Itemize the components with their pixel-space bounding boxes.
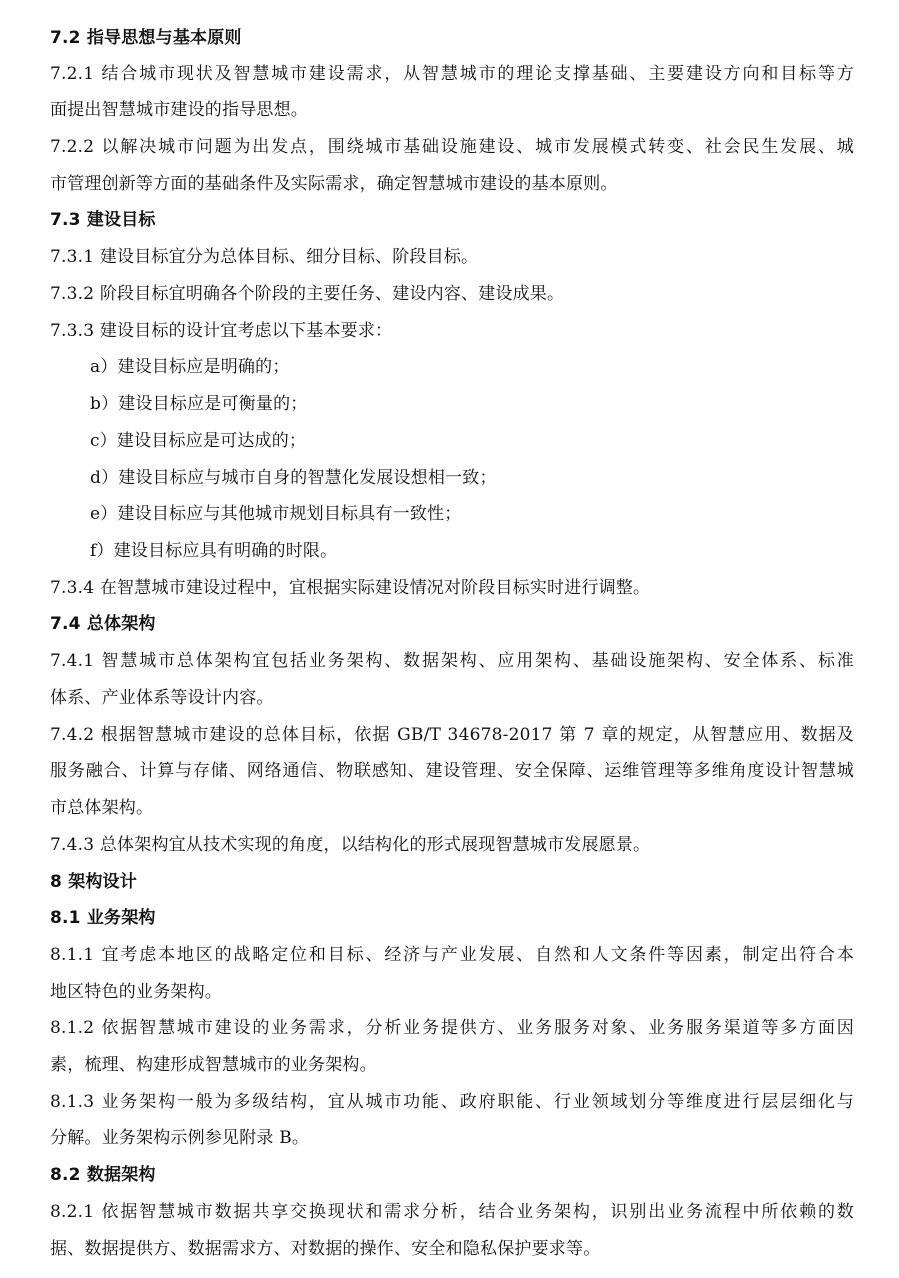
- list-item: f）建设目标应具有明确的时限。: [90, 541, 338, 561]
- paragraph-7-2-2-line2: 市管理创新等方面的基础条件及实际需求，确定智慧城市建设的基本原则。: [50, 174, 618, 194]
- paragraph-8-2-1-line1: 8.2.1 依据智慧城市数据共享交换现状和需求分析，结合业务架构，识别出业务流程中所依赖的数: [50, 1202, 854, 1222]
- heading-7-2: 7.2 指导思想与基本原则: [50, 28, 242, 48]
- paragraph-7-4-2-line1: 7.4.2 根据智慧城市建设的总体目标，依据 GB/T 34678-2017 第 7 章的规定，从智慧应用、数据及: [50, 725, 854, 745]
- paragraph-7-4-2-line2: 服务融合、计算与存储、网络通信、物联感知、建设管理、安全保障、运维管理等多维角度设计智慧城: [50, 761, 854, 781]
- paragraph-7-3-1: 7.3.1 建设目标宜分为总体目标、细分目标、阶段目标。: [50, 247, 479, 267]
- list-item: b）建设目标应是可衡量的；: [90, 394, 308, 414]
- heading-7-4: 7.4 总体架构: [50, 614, 156, 634]
- heading-8-2: 8.2 数据架构: [50, 1165, 156, 1185]
- paragraph-8-1-1-line1: 8.1.1 宜考虑本地区的战略定位和目标、经济与产业发展、自然和人文条件等因素，制定出符合本: [50, 945, 854, 965]
- paragraph-7-4-2-line3: 市总体架构。: [50, 798, 154, 818]
- paragraph-7-2-2-line1: 7.2.2 以解决城市问题为出发点，围绕城市基础设施建设、城市发展模式转变、社会民生发展、城: [50, 137, 854, 157]
- paragraph-7-4-1-line1: 7.4.1 智慧城市总体架构宜包括业务架构、数据架构、应用架构、基础设施架构、安全体系、标准: [50, 651, 854, 671]
- paragraph-7-3-2: 7.3.2 阶段目标宜明确各个阶段的主要任务、建设内容、建设成果。: [50, 284, 565, 304]
- paragraph-8-1-1-line2: 地区特色的业务架构。: [50, 982, 222, 1002]
- list-item: e）建设目标应与其他城市规划目标具有一致性；: [90, 504, 462, 524]
- paragraph-8-1-3-line2: 分解。业务架构示例参见附录 B。: [50, 1128, 310, 1148]
- paragraph-7-3-3: 7.3.3 建设目标的设计宜考虑以下基本要求：: [50, 321, 393, 341]
- paragraph-7-4-3: 7.4.3 总体架构宜从技术实现的角度，以结构化的形式展现智慧城市发展愿景。: [50, 835, 651, 855]
- paragraph-7-3-4: 7.3.4 在智慧城市建设过程中，宜根据实际建设情况对阶段目标实时进行调整。: [50, 578, 651, 598]
- heading-7-3: 7.3 建设目标: [50, 210, 156, 230]
- paragraph-8-2-1-line2: 据、数据提供方、数据需求方、对数据的操作、安全和隐私保护要求等。: [50, 1239, 601, 1259]
- paragraph-7-2-1-line2: 面提出智慧城市建设的指导思想。: [50, 100, 308, 120]
- paragraph-7-4-1-line2: 体系、产业体系等设计内容。: [50, 688, 274, 708]
- paragraph-8-1-2-line2: 素，梳理、构建形成智慧城市的业务架构。: [50, 1055, 377, 1075]
- paragraph-8-1-3-line1: 8.1.3 业务架构一般为多级结构，宜从城市功能、政府职能、行业领域划分等维度进行层层细化与: [50, 1092, 854, 1112]
- paragraph-7-2-1-line1: 7.2.1 结合城市现状及智慧城市建设需求，从智慧城市的理论支撑基础、主要建设方向和目标等方: [50, 64, 854, 84]
- list-item: a）建设目标应是明确的；: [90, 357, 290, 377]
- heading-8: 8 架构设计: [50, 872, 137, 892]
- list-item: c）建设目标应是可达成的；: [90, 431, 307, 451]
- heading-8-1: 8.1 业务架构: [50, 908, 156, 928]
- list-item: d）建设目标应与城市自身的智慧化发展设想相一致；: [90, 468, 497, 488]
- paragraph-8-1-2-line1: 8.1.2 依据智慧城市建设的业务需求，分析业务提供方、业务服务对象、业务服务渠道等多方面因: [50, 1018, 854, 1038]
